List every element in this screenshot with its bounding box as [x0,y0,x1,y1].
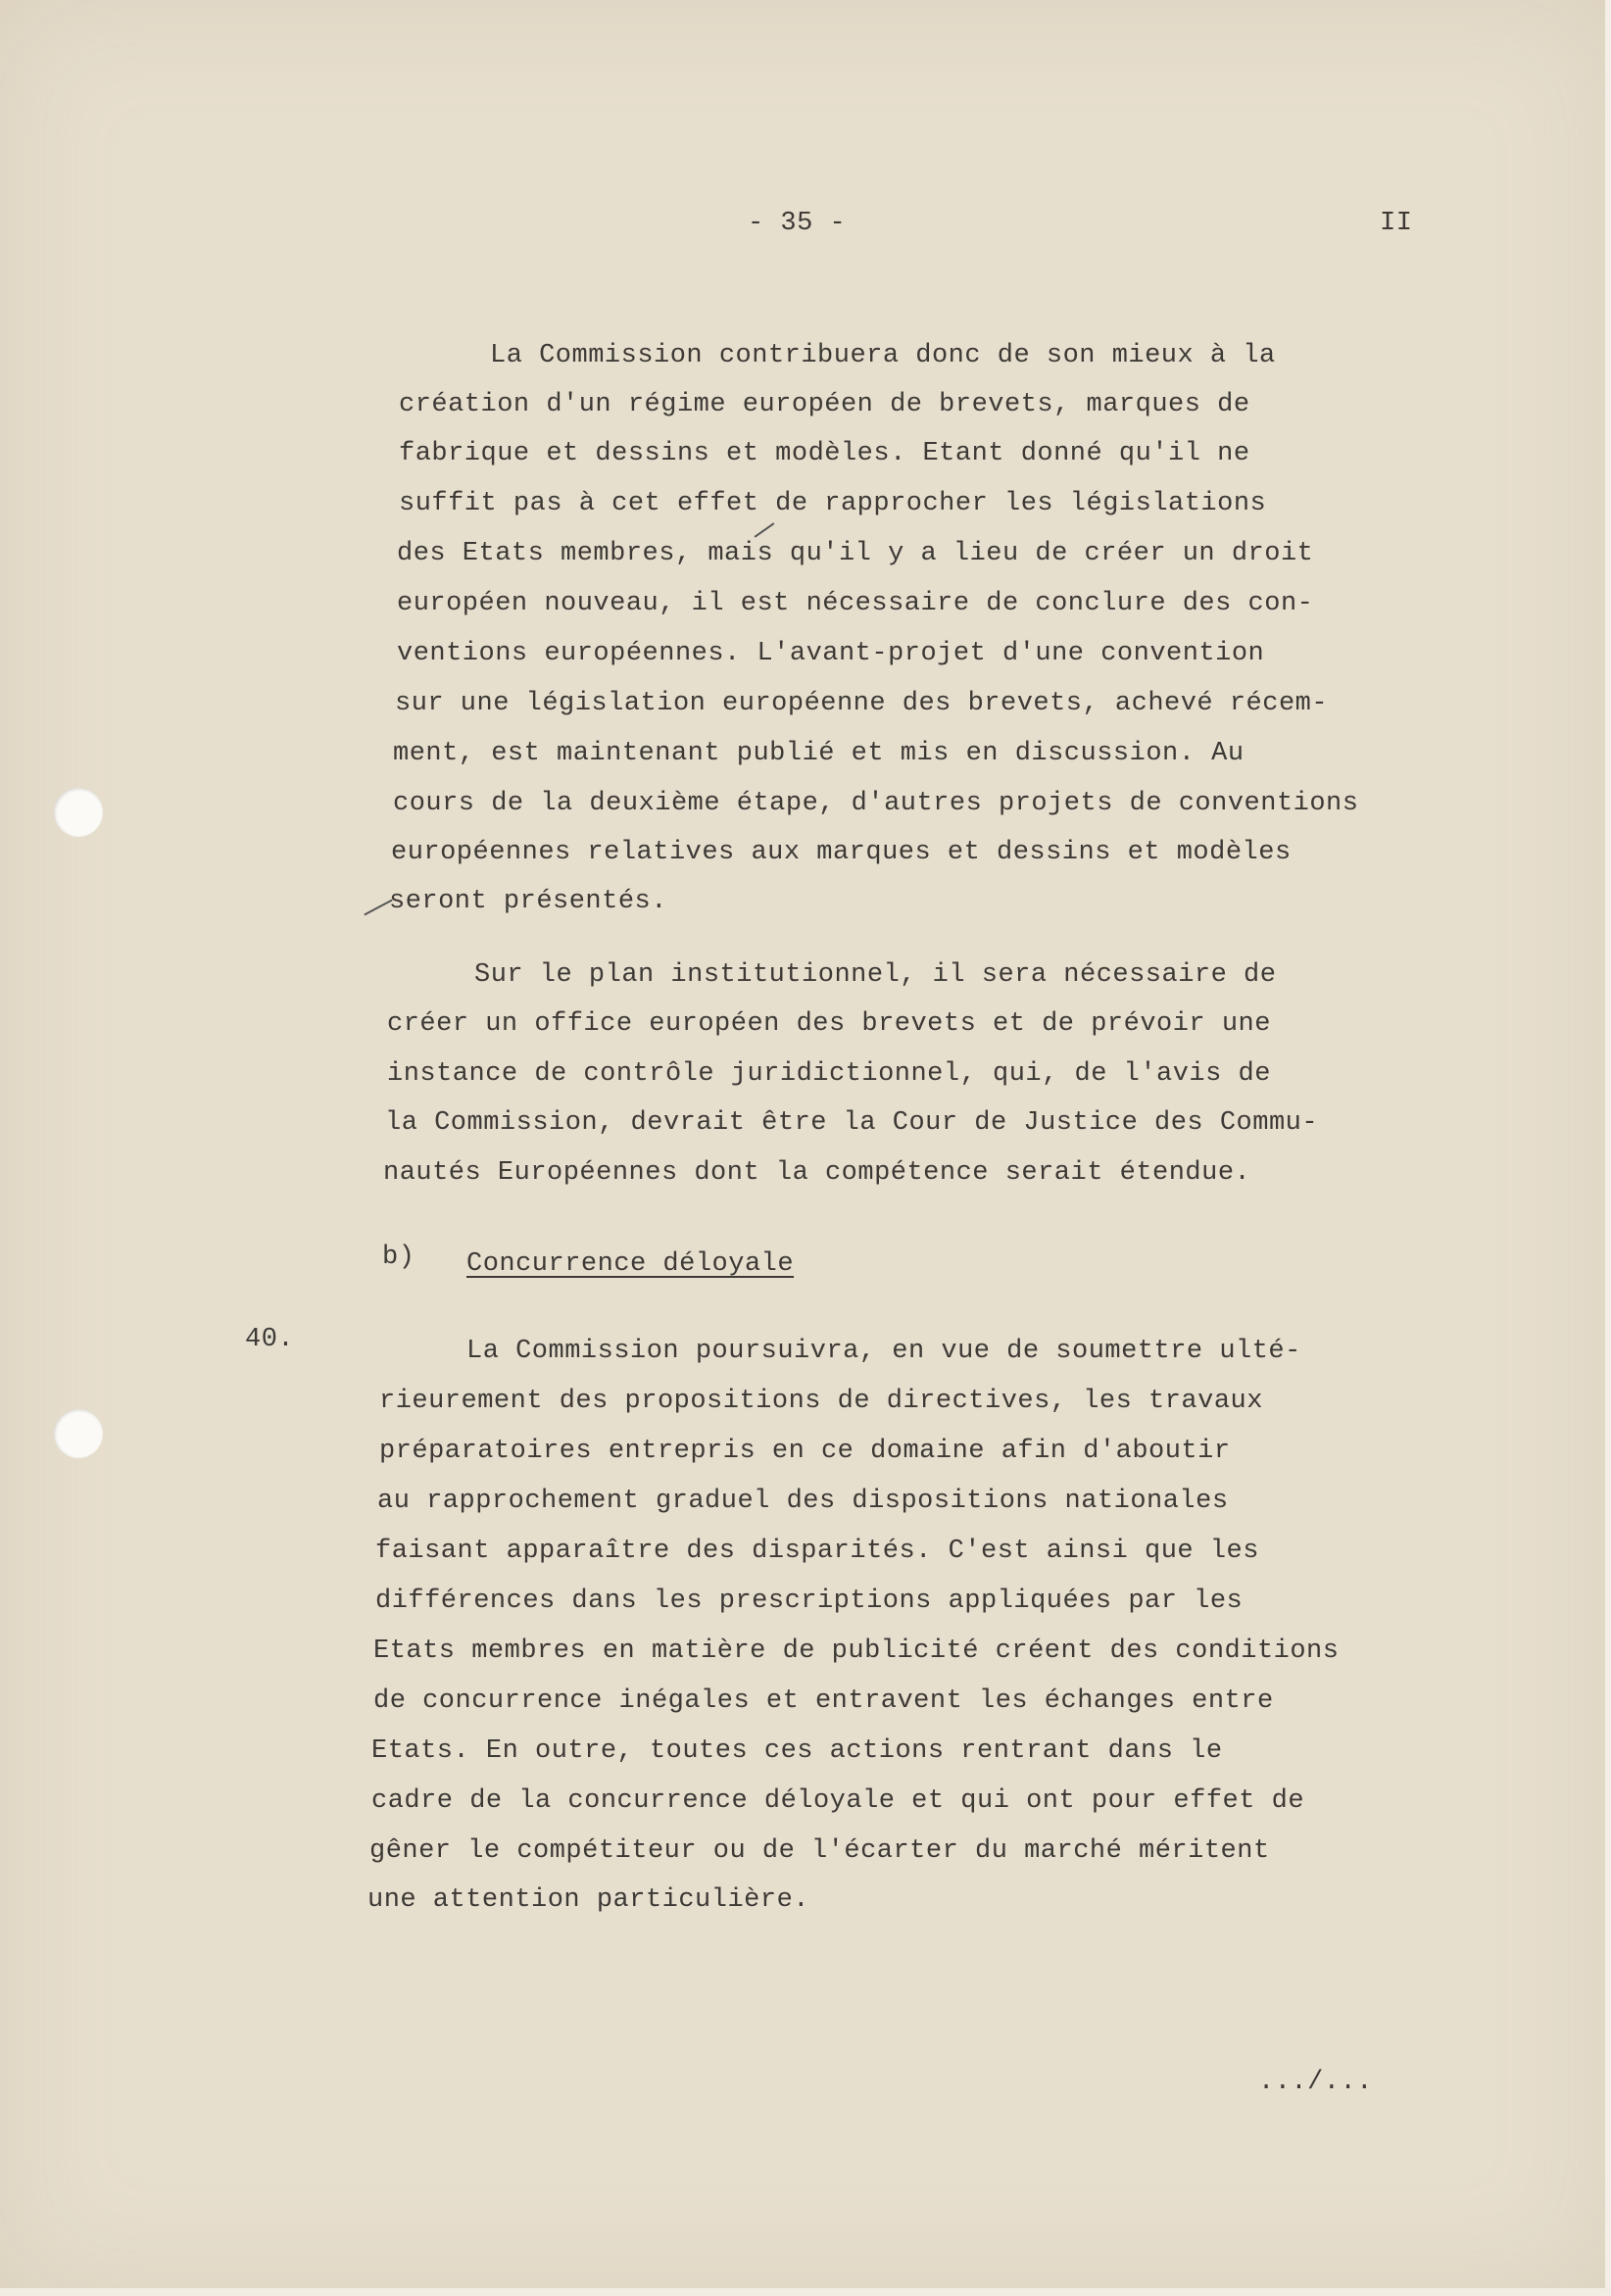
text-line: créer un office européen des brevets et de prévoir une [387,1009,1271,1039]
pencil-mark [755,522,775,537]
text-line: ventions européennes. L'avant-projet d'une convention [397,639,1265,668]
text-line: de concurrence inégales et entravent les échanges entre [373,1686,1274,1716]
text-line: rieurement des propositions de directives, les travaux [379,1387,1263,1416]
punch-hole [54,788,103,837]
text-line: européen nouveau, il est nécessaire de conclure des con- [397,589,1314,618]
text-line: suffit pas à cet effet de rapprocher les législations [399,489,1267,518]
punch-hole [54,1409,103,1458]
text-line: cadre de la concurrence déloyale et qui ont pour effet de [371,1786,1305,1816]
section-label: b) [382,1243,415,1272]
text-line: fabrique et dessins et modèles. Etant donné qu'il ne [399,439,1250,468]
text-line: instance de contrôle juridictionnel, qui, de l'avis de [387,1059,1271,1089]
text-line: préparatoires entrepris en ce domaine afin d'aboutir [379,1437,1231,1466]
text-line: Sur le plan institutionnel, il sera nécessaire de [474,960,1277,990]
chapter-number: II [1380,209,1413,238]
text-line: une attention particulière. [367,1885,809,1915]
page-number: - 35 - [748,209,847,238]
text-line: ment, est maintenant publié et mis en discussion. Au [393,739,1245,768]
text-line: seront présentés. [389,887,667,916]
section-title: Concurrence déloyale [466,1249,795,1279]
text-line: faisant apparaître des disparités. C'est ainsi que les [375,1537,1259,1566]
text-line: cours de la deuxième étape, d'autres projets de conventions [393,789,1359,818]
text-line: création d'un régime européen de brevets, marques de [399,390,1250,419]
text-line: La Commission contribuera donc de son mieux à la [490,341,1276,370]
page-right-edge [1605,0,1611,2296]
page-bottom-edge [0,2288,1611,2296]
text-line: la Commission, devrait être la Cour de Justice des Commu- [385,1108,1319,1138]
text-line: Etats membres en matière de publicité créent des conditions [373,1637,1340,1666]
text-line: gêner le compétiteur ou de l'écarter du marché méritent [369,1836,1270,1866]
text-line: sur une législation européenne des brevets, achevé récem- [395,689,1329,718]
text-line: au rapprochement graduel des dispositions nationales [377,1487,1229,1516]
text-line: Etats. En outre, toutes ces actions rentrant dans le [371,1736,1223,1766]
text-line: des Etats membres, mais qu'il y a lieu de créer un droit [397,539,1314,568]
text-line: européennes relatives aux marques et dessins et modèles [391,838,1292,867]
text-line: nautés Européennes dont la compétence serait étendue. [383,1158,1251,1188]
text-line: différences dans les prescriptions appliquées par les [375,1587,1244,1616]
continuation-marker: .../... [1258,2068,1373,2097]
text-line: La Commission poursuivra, en vue de soumettre ulté- [466,1337,1301,1366]
paragraph-number: 40. [245,1325,295,1354]
